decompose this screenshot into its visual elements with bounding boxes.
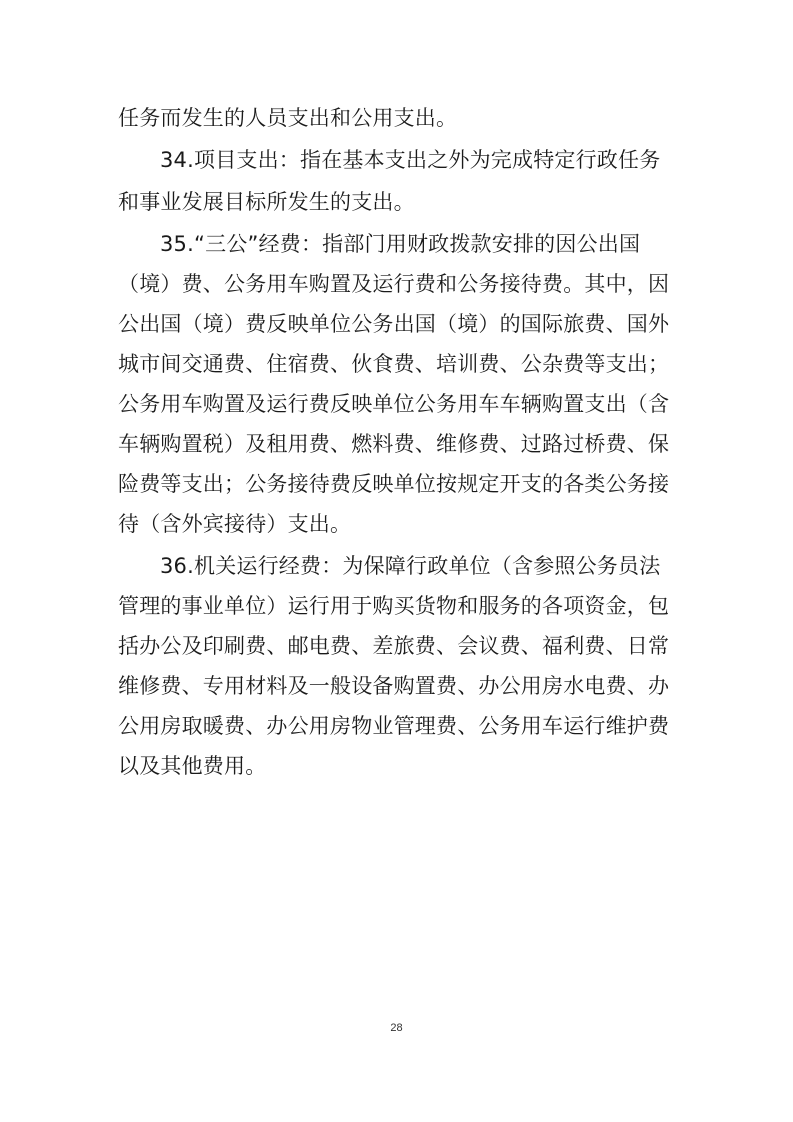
text-line: 任务而发生的人员支出和公用支出。 <box>118 106 458 130</box>
text-line: 括办公及印刷费、邮电费、差旅费、会议费、福利费、日常 <box>118 634 670 658</box>
text-line: 公出国（境）费反映单位公务出国（境）的国际旅费、国外 <box>118 312 670 336</box>
text-line: 以及其他费用。 <box>118 754 267 778</box>
text-line: 维修费、专用材料及一般设备购置费、办公用房水电费、办 <box>118 674 670 698</box>
text-line: 和事业发展目标所发生的支出。 <box>118 190 415 214</box>
text-line: 险费等支出；公务接待费反映单位按规定开支的各类公务接 <box>118 472 670 496</box>
text-line: 公务用车购置及运行费反映单位公务用车车辆购置支出（含 <box>118 392 670 416</box>
page-number: 28 <box>390 1022 403 1034</box>
item-34-heading-line: 34.项目支出：指在基本支出之外为完成特定行政任务 <box>160 148 661 172</box>
text-line: 公用房取暖费、办公用房物业管理费、公务用车运行维护费 <box>118 714 670 738</box>
item-36-heading-line: 36.机关运行经费：为保障行政单位（含参照公务员法 <box>160 554 661 578</box>
text-line: 车辆购置税）及租用费、燃料费、维修费、过路过桥费、保 <box>118 432 670 456</box>
text-line: （境）费、公务用车购置及运行费和公务接待费。其中，因 <box>118 272 670 296</box>
text-line: 管理的事业单位）运行用于购买货物和服务的各项资金，包 <box>118 594 670 618</box>
text-line: 待（含外宾接待）支出。 <box>118 512 352 536</box>
text-line: 城市间交通费、住宿费、伙食费、培训费、公杂费等支出； <box>118 352 670 376</box>
item-35-heading-line: 35.“三公”经费：指部门用财政拨款安排的因公出国 <box>160 232 641 256</box>
